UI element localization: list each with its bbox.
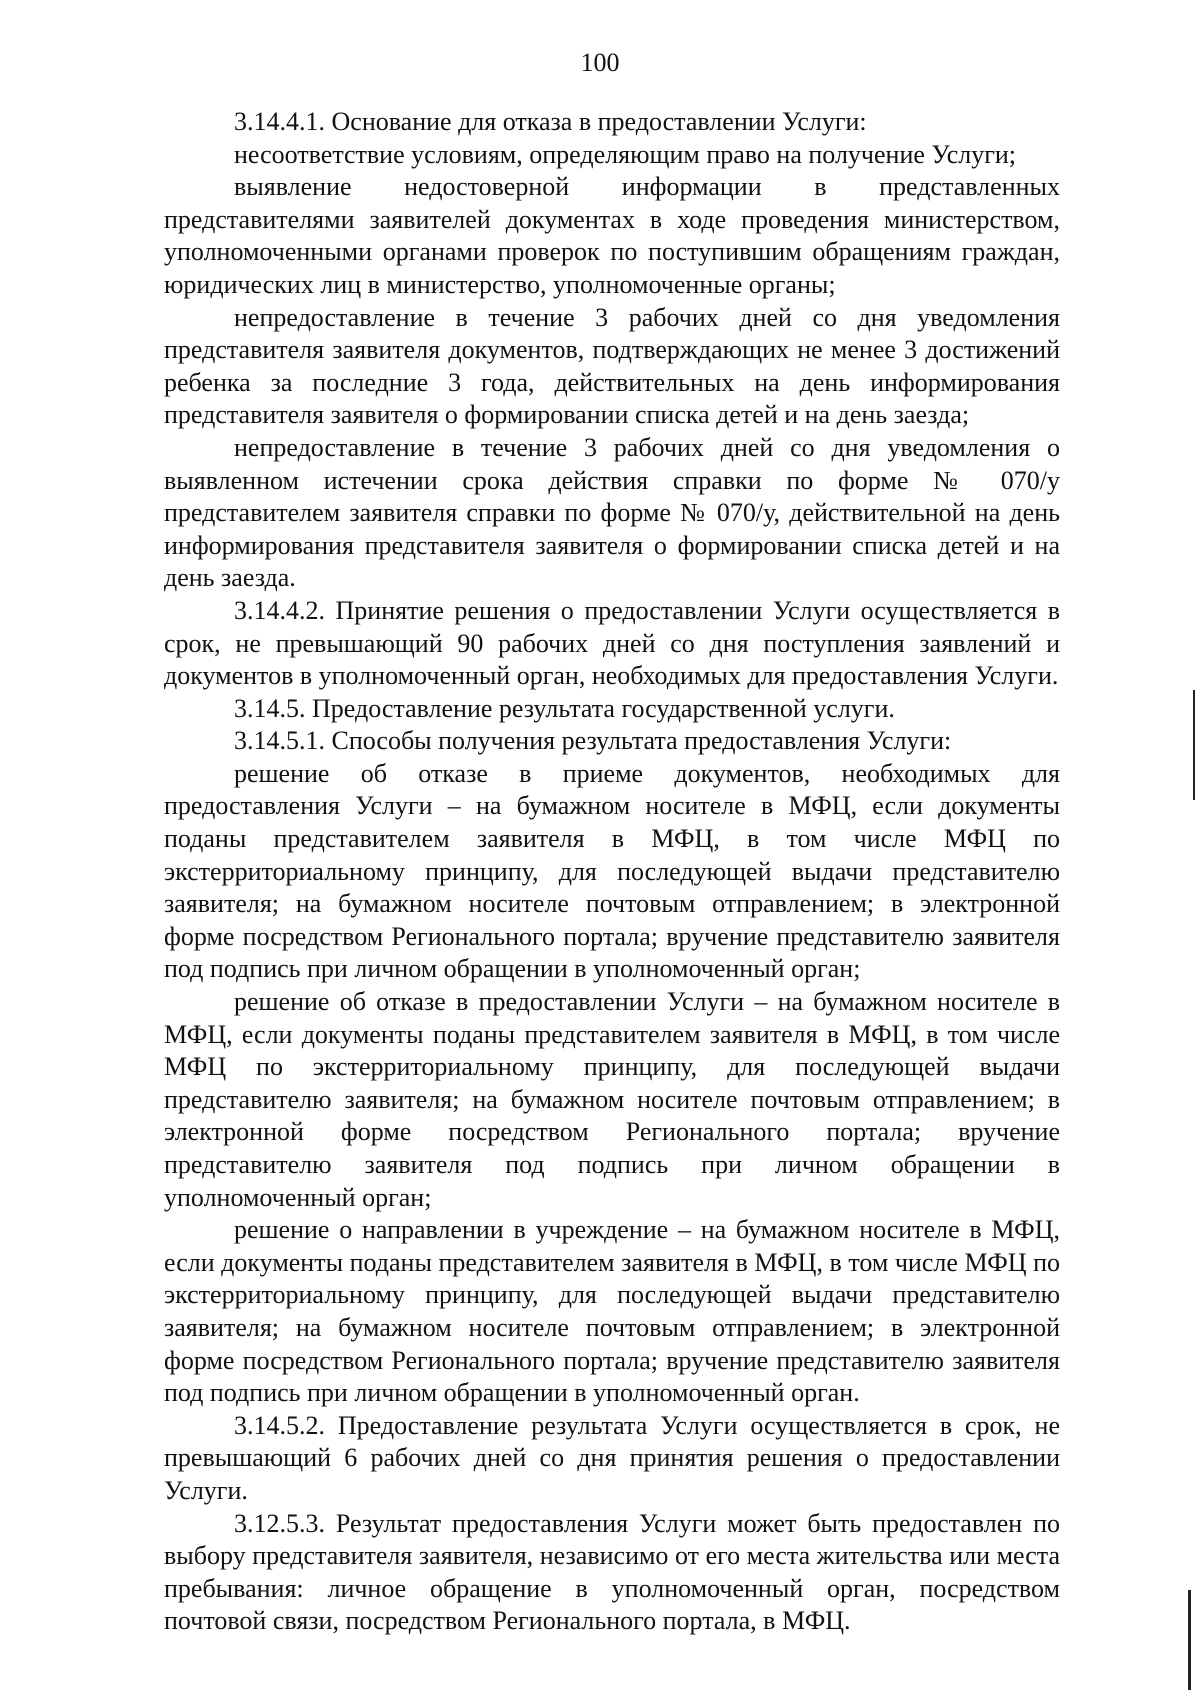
paragraph-3-14-4-2: 3.14.4.2. Принятие решения о предоставлении Услуги осуществляется в срок, не превышающий 90 рабочих дней со дня поступления заявлений и документов в уполномоченный орган, необходимых для предоставления Услуги. [164, 595, 1060, 691]
scan-edge-mark-lower [1188, 1590, 1191, 1690]
paragraph-3-14-5-1: 3.14.5.1. Способы получения результата предоставления Услуги: [234, 726, 952, 756]
document-body [164, 106, 1060, 1638]
paragraph-ground-certificate-not-provided: непредоставление в течение 3 рабочих дней со дня уведомления о выявленном истечении срока действия справки по форме № 070/у представителем заявителя справки по форме № 070/у, действительной на день информирования представителя заявителя о формировании списка детей и на день заезда. [164, 432, 1060, 593]
paragraph-3-14-4-1: 3.14.4.1. Основание для отказа в предоставлении Услуги: [234, 107, 867, 136]
paragraph-3-14-5-2: 3.14.5.2. Предоставление результата Услуги осуществляется в срок, не превышающий 6 рабочих дней со дня принятия решения о предоставлении Услуги. [164, 1410, 1060, 1505]
scan-edge-mark-upper [1193, 690, 1195, 800]
paragraph-3-12-5-3: 3.12.5.3. Результат предоставления Услуги может быть предоставлен по выбору представителя заявителя, независимо от его места жительства или места пребывания: личное обращение в уполномоченный орган, посредством почтовой связи, посредством Регионального портала, в МФЦ. [164, 1508, 1060, 1636]
paragraph-3-14-5: 3.14.5. Предоставление результата государственной услуги. [234, 693, 895, 723]
paragraph-ground-false-information: выявление недостоверной информации в представленных представителями заявителей документах в ходе проведения министерством, уполномоченными органами проверок по поступившим обращениям граждан, юридических лиц в министерство, уполномоченные органы; [164, 172, 1060, 299]
paragraph-ground-achievements-not-provided: непредоставление в течение 3 рабочих дней со дня уведомления представителя заявителя документов, подтверждающих не менее 3 достижений ребенка за последние 3 года, действительных на день информирования представителя заявителя о формировании списка детей и на день заезда; [164, 302, 1060, 430]
paragraph-ground-nonconformity: несоответствие условиям, определяющим право на получение Услуги; [234, 139, 1017, 169]
paragraph-result-referral: решение о направлении в учреждение – на бумажном носителе в МФЦ, если документы поданы представителем заявителя в МФЦ, в том числе МФЦ по экстерриториальному принципу, для последующей выдачи представителю заявителя; на бумажном носителе почтовым отправлением; в электронной форме посредством Регионального портала; вручение представителю заявителя под подпись при личном обращении в уполномоченный орган. [164, 1215, 1060, 1408]
page-number: 100 [580, 48, 620, 77]
paragraph-result-refusal-service: решение об отказе в предоставлении Услуги – на бумажном носителе в МФЦ, если документы поданы представителем заявителя в МФЦ, в том числе МФЦ по экстерриториальному принципу, для последующей выдачи представителю заявителя; на бумажном носителе почтовым отправлением; в электронной форме посредством Регионального портала; вручение представителю заявителя под подпись при личном обращении в уполномоченный орган; [164, 987, 1060, 1212]
paragraph-result-refusal-acceptance: решение об отказе в приеме документов, необходимых для предоставления Услуги – на бумажном носителе в МФЦ, если документы поданы представителем заявителя в МФЦ, в том числе МФЦ по экстерриториальному принципу, для последующей выдачи представителю заявителя; на бумажном носителе почтовым отправлением; в электронной форме посредством Регионального портала; вручение представителю заявителя под подпись при личном обращении в уполномоченный орган; [164, 758, 1060, 984]
